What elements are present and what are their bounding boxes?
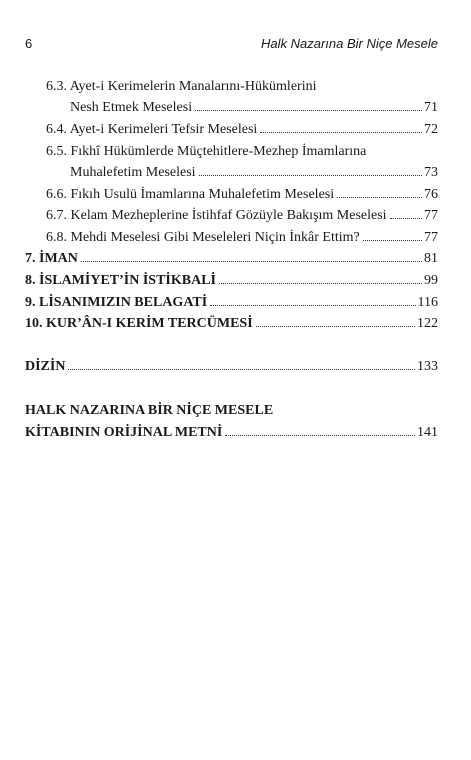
dot-leader (225, 435, 415, 436)
toc-page-number: 77 (424, 230, 438, 245)
toc-entry-dizin[interactable] (25, 358, 438, 376)
running-title: Halk Nazarına Bir Niçe Mesele (260, 36, 438, 51)
toc-page-number: 99 (424, 273, 438, 288)
toc-page-number: 116 (417, 295, 438, 310)
dot-leader (81, 261, 422, 262)
toc-entry-label: DİZİN (25, 359, 66, 374)
toc-entry-10[interactable] (25, 315, 438, 333)
toc-page-number: 76 (424, 187, 438, 202)
toc-entry-original[interactable] (25, 424, 438, 442)
toc-entry-original-line1: HALK NAZARINA BİR NİÇE MESELE (25, 403, 274, 418)
toc-entry-9[interactable] (25, 294, 438, 312)
dot-leader (219, 283, 422, 284)
toc-entry-label: 6.8. Mehdi Meselesi Gibi Meseleleri Niçin İnkâr Ettim? (46, 230, 360, 245)
toc-entry-6-3[interactable] (70, 99, 438, 117)
dot-leader (337, 197, 422, 198)
dot-leader (390, 218, 422, 219)
toc-entry-6-4[interactable] (46, 121, 438, 139)
page-number: 6 (25, 36, 33, 51)
toc-page-number: 122 (417, 316, 438, 331)
toc-entry-label: 6.6. Fıkıh Usulü İmamlarına Muhalefetim Meselesi (46, 187, 335, 202)
dot-leader (256, 326, 415, 327)
toc-entry-label: 9. LİSANIMIZIN BELAGATİ (25, 295, 208, 310)
running-header (25, 36, 438, 56)
toc-entry-7[interactable] (25, 250, 438, 268)
toc-entry-label: 6.4. Ayet-i Kerimeleri Tefsir Meselesi (46, 122, 258, 137)
toc-page-number: 133 (417, 359, 438, 374)
toc-page-number: 81 (424, 251, 438, 266)
toc-page-number: 73 (424, 165, 438, 180)
toc-page-number: 72 (424, 122, 438, 137)
toc-entry-6-7[interactable] (46, 207, 438, 225)
toc-entry-label: 10. KUR’ÂN-I KERİM TERCÜMESİ (25, 316, 253, 331)
dot-leader (68, 369, 415, 370)
dot-leader (260, 132, 422, 133)
toc-entry-label: 7. İMAN (25, 251, 78, 266)
dot-leader (195, 110, 422, 111)
toc-entry-6-3-line1: 6.3. Ayet-i Kerimelerin Manalarını-Hükümlerini (46, 79, 317, 94)
toc-page-number: 77 (424, 208, 438, 223)
toc-entry-6-8[interactable] (46, 229, 438, 247)
dot-leader (210, 305, 415, 306)
toc-entry-label: Nesh Etmek Meselesi (70, 100, 193, 115)
toc-entry-label: 8. İSLAMİYET’İN İSTİKBALİ (25, 273, 216, 288)
dot-leader (199, 175, 422, 176)
toc-entry-label: KİTABININ ORİJİNAL METNİ (25, 425, 223, 440)
dot-leader (363, 240, 422, 241)
toc-entry-6-6[interactable] (46, 186, 438, 204)
toc-page-number: 71 (424, 100, 438, 115)
toc-entry-6-5[interactable] (70, 164, 438, 182)
toc-entry-label: 6.7. Kelam Mezheplerine İstihfaf Gözüyle Bakışım Meselesi (46, 208, 387, 223)
toc-entry-label: Muhalefetim Meselesi (70, 165, 196, 180)
toc-entry-8[interactable] (25, 272, 438, 290)
toc-page-number: 141 (417, 425, 438, 440)
toc-entry-6-5-line1: 6.5. Fıkhî Hükümlerde Müçtehitlere-Mezhep İmamlarına (46, 144, 367, 159)
